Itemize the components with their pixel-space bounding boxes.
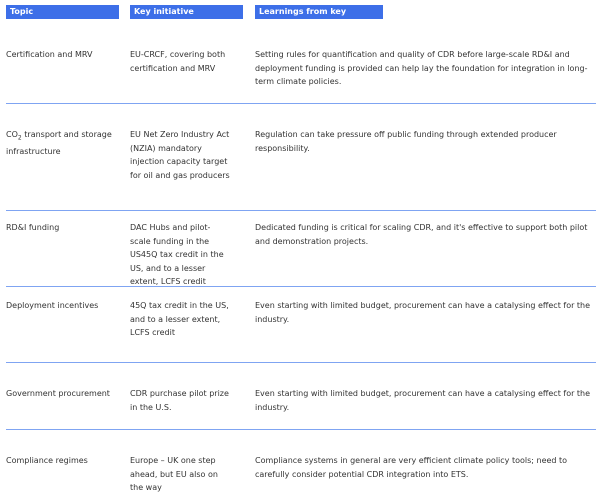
row-initiative: CDR purchase pilot prize in the U.S. xyxy=(130,389,229,412)
row-topic: Certification and MRV xyxy=(6,50,93,59)
row-initiative: EU-CRCF, covering both certification and MRV xyxy=(130,50,226,73)
header-key-initiative: Key initiative xyxy=(130,5,243,19)
row-learnings: Dedicated funding is critical for scaling CDR, and it's effective to support both pilot and demonstration projects. xyxy=(255,223,588,246)
row-divider xyxy=(6,210,596,211)
row-initiative: 45Q tax credit in the US, and to a lesser extent, LCFS credit xyxy=(130,301,229,337)
row-learnings: Compliance systems in general are very efficient climate policy tools; need to carefully consider potential CDR integration into ETS. xyxy=(255,456,568,479)
row-divider xyxy=(6,103,596,104)
row-learnings: Regulation can take pressure off public funding through extended producer responsibility. xyxy=(255,130,557,153)
row-initiative: EU Net Zero Industry Act (NZIA) mandatory injection capacity target for oil and gas producers xyxy=(130,130,230,180)
row-initiative: DAC Hubs and pilot-scale funding in the US45Q tax credit in the US, and to a lesser extent, LCFS credit xyxy=(130,223,224,286)
header-topic: Topic xyxy=(6,5,119,19)
row-divider xyxy=(6,429,596,430)
row-topic: Government procurement xyxy=(6,389,110,398)
row-divider xyxy=(6,362,596,363)
header-learnings: Learnings from key initiatives xyxy=(255,5,383,19)
row-learnings: Setting rules for quantification and quality of CDR before large-scale RD&I and deployment funding is provided can help lay the foundation for integration in long-term climate policies. xyxy=(255,50,588,86)
row-divider xyxy=(6,286,596,287)
row-initiative: Europe – UK one step ahead, but EU also on the way xyxy=(130,456,218,492)
row-topic: RD&I funding xyxy=(6,223,60,232)
row-topic: Compliance regimes xyxy=(6,456,88,465)
row-learnings: Even starting with limited budget, procurement can have a catalysing effect for the industry. xyxy=(255,389,591,412)
row-learnings: Even starting with limited budget, procurement can have a catalysing effect for the industry. xyxy=(255,301,591,324)
row-topic: Deployment incentives xyxy=(6,301,99,310)
row-topic: $CO_2$ transport and storage infrastructure xyxy=(6,130,112,157)
